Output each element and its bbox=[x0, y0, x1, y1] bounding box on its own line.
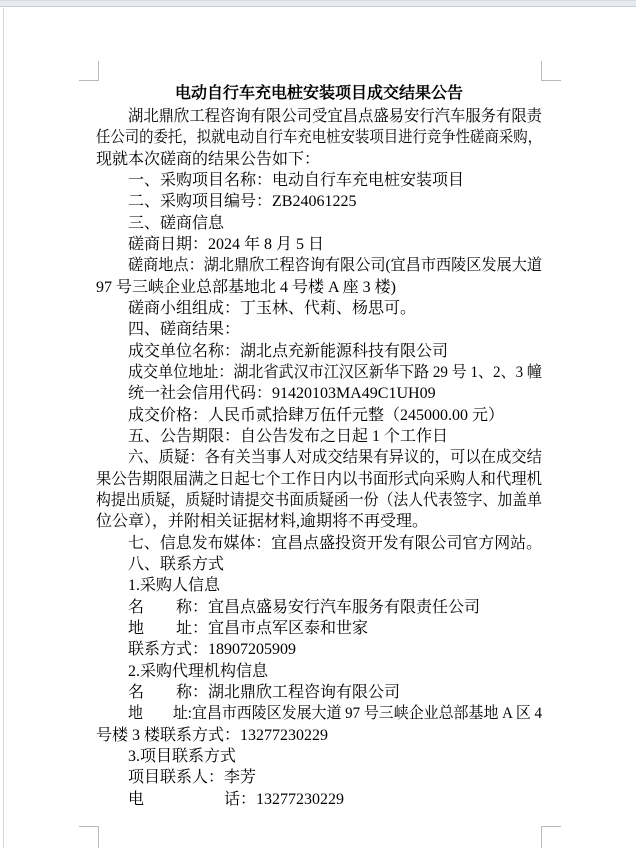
document-line-text: 五、公告期限：自公告发布之日起 1 个工作日 bbox=[128, 427, 449, 445]
document-line[interactable] bbox=[96, 554, 542, 575]
document-line[interactable] bbox=[96, 298, 542, 319]
document-line[interactable] bbox=[96, 511, 542, 532]
document-line[interactable] bbox=[96, 341, 542, 362]
toolbar-edge bbox=[0, 0, 636, 7]
document-line[interactable] bbox=[96, 682, 542, 703]
document-line-text: 果公告期限届满之日起七个工作日内以书面形式向采购人和代理机 bbox=[96, 470, 542, 488]
document-line-text: 四、磋商结果： bbox=[128, 321, 241, 339]
document-line[interactable] bbox=[96, 725, 542, 746]
document-line-text: 八、联系方式 bbox=[128, 555, 225, 573]
document-line-text: 成交单位地址：湖北省武汉市江汉区新华下路 29 号 1、2、3 幢 bbox=[128, 363, 542, 381]
document-line[interactable] bbox=[96, 127, 542, 148]
document-line-text: 成交单位名称：湖北点充新能源科技有限公司 bbox=[128, 342, 449, 360]
document-line-text: 成交价格：人民币贰拾肆万伍仟元整（245000.00 元） bbox=[128, 406, 505, 424]
document-line-text: 位公章），并附相关证据材料,逾期将不再受理。 bbox=[96, 513, 429, 531]
document-line[interactable] bbox=[96, 362, 542, 383]
document-line[interactable] bbox=[96, 213, 542, 234]
document-line-text: 号楼 3 楼联系方式：13277230229 bbox=[96, 726, 329, 744]
document-line-text: 磋商小组组成：丁玉林、代莉、杨思可。 bbox=[128, 299, 417, 317]
document-line-text: 3.项目联系方式 bbox=[128, 747, 237, 765]
document-line[interactable] bbox=[96, 575, 542, 596]
document-line[interactable] bbox=[96, 661, 542, 682]
document-line-text: 二、采购项目编号：ZB24061225 bbox=[128, 193, 357, 211]
document-line[interactable] bbox=[96, 490, 542, 511]
document-line-text: 现就本次磋商的结果公告如下： bbox=[96, 150, 321, 168]
document-line-text: 名 称：宜昌点盛易安行汽车服务有限责任公司 bbox=[128, 598, 481, 616]
document-line[interactable] bbox=[96, 255, 542, 276]
document-line-text: 2.采购代理机构信息 bbox=[128, 662, 269, 680]
document-title[interactable]: 电动自行车充电桩安装项目成交结果公告 bbox=[174, 85, 463, 102]
margin-crop-mark-bottom-right bbox=[541, 826, 561, 848]
document-line[interactable] bbox=[96, 149, 542, 170]
document-line-text: 联系方式：18907205909 bbox=[128, 641, 297, 659]
document-line-text: 磋商日期：2024 年 8 月 5 日 bbox=[128, 235, 325, 253]
document-line-text: 三、磋商信息 bbox=[128, 214, 225, 232]
document-line[interactable] bbox=[96, 277, 542, 298]
document-line-text: 构提出质疑，质疑时请提交书面质疑函一份（法人代表签字、加盖单 bbox=[96, 491, 542, 509]
document-line-text: 名 称：湖北鼎欣工程咨询有限公司 bbox=[128, 683, 401, 701]
document-line-text: 电 话：13277230229 bbox=[128, 790, 345, 808]
document-line[interactable] bbox=[96, 405, 542, 426]
document-line[interactable] bbox=[96, 170, 542, 191]
margin-crop-mark-bottom-left bbox=[79, 826, 99, 848]
document-line[interactable] bbox=[96, 469, 542, 490]
document-line-text: 磋商地点：湖北鼎欣工程咨询有限公司(宜昌市西陵区发展大道 bbox=[128, 257, 542, 275]
document-line-text: 六、质疑：各有关当事人对成交结果有异议的，可以在成交结 bbox=[128, 449, 542, 467]
margin-crop-mark-top-right bbox=[541, 61, 561, 81]
document-line[interactable] bbox=[96, 426, 542, 447]
document-line[interactable] bbox=[96, 106, 542, 127]
document-line-text: 97 号三峡企业总部基地北 4 号楼 A 座 3 楼) bbox=[96, 278, 397, 296]
document-line-text: 地 址:宜昌市西陵区发展大道 97 号三峡企业总部基地 A 区 4 bbox=[128, 705, 542, 723]
document-line[interactable] bbox=[96, 639, 542, 660]
document-line[interactable] bbox=[96, 383, 542, 404]
document-line-text: 七、信息发布媒体：宜昌点盛投资开发有限公司官方网站。 bbox=[128, 534, 542, 552]
document-body[interactable] bbox=[96, 106, 542, 810]
document-line-text: 1.采购人信息 bbox=[128, 577, 221, 595]
document-line-text: 统一社会信用代码：91420103MA49C1UH09 bbox=[128, 385, 436, 403]
document-line[interactable] bbox=[96, 447, 542, 468]
document-line[interactable] bbox=[96, 597, 542, 618]
document-line[interactable] bbox=[96, 533, 542, 554]
document-line-text: 地 址：宜昌市点军区泰和世家 bbox=[128, 619, 369, 637]
document-line-text: 湖北鼎欣工程咨询有限公司受宜昌点盛易安行汽车服务有限责 bbox=[128, 108, 542, 125]
document-line[interactable] bbox=[96, 234, 542, 255]
document-line[interactable] bbox=[96, 703, 542, 724]
document-line[interactable] bbox=[96, 618, 542, 639]
document-line[interactable] bbox=[96, 746, 542, 767]
document-line[interactable] bbox=[96, 789, 542, 810]
document-line[interactable] bbox=[96, 191, 542, 212]
document-line[interactable] bbox=[96, 319, 542, 340]
margin-crop-mark-top-left bbox=[79, 61, 99, 81]
document-line-text: 项目联系人：李芳 bbox=[128, 769, 257, 787]
document-line-text: 一、采购项目名称：电动自行车充电桩安装项目 bbox=[128, 171, 465, 189]
document-page[interactable] bbox=[96, 82, 542, 810]
page-left-border bbox=[3, 8, 4, 848]
document-line-text: 任公司的委托，拟就电动自行车充电桩安装项目进行竞争性磋商采购， bbox=[96, 129, 542, 147]
document-line[interactable] bbox=[96, 767, 542, 788]
